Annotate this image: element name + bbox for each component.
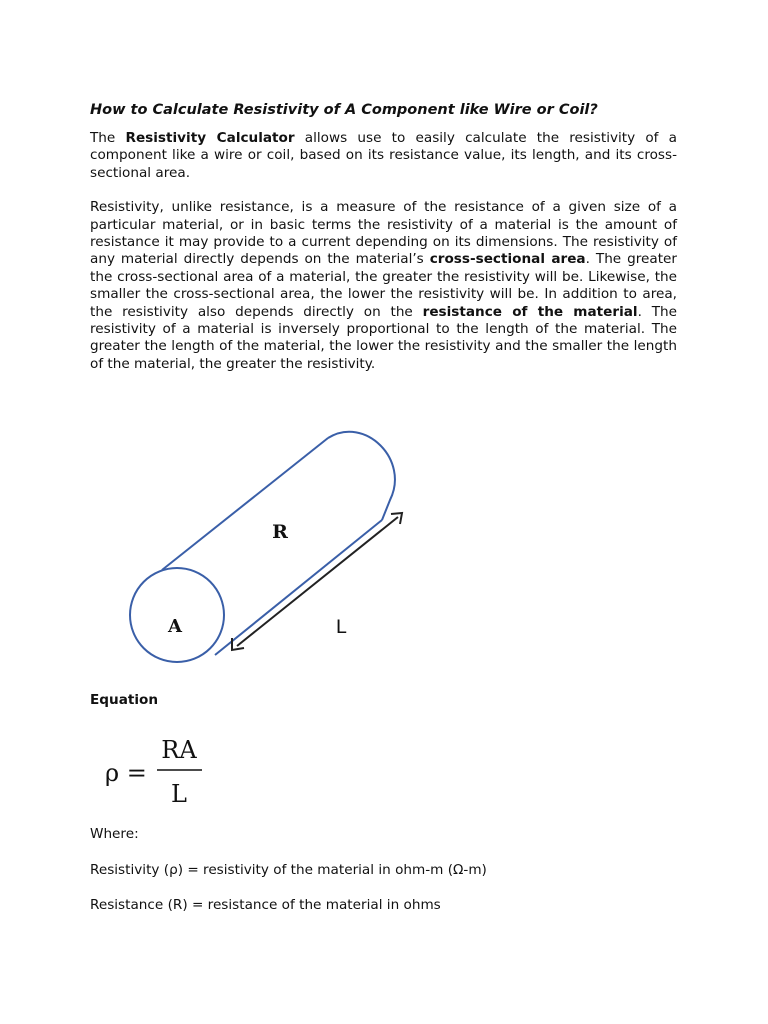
where-label: Where: <box>90 826 139 842</box>
definition-resistivity: Resistivity (ρ) = resistivity of the material in ohm-m (Ω-m) <box>90 862 487 878</box>
body-paragraph <box>90 199 677 373</box>
article-title: How to Calculate Resistivity of A Component like Wire or Coil? <box>90 102 598 118</box>
cylinder-near-cap <box>130 568 224 662</box>
cylinder-top-edge <box>162 438 328 570</box>
definition-resistance: Resistance (R) = resistance of the material in ohms <box>90 897 441 913</box>
equation-numerator: RA <box>161 736 197 764</box>
cylinder-bottom-edge <box>215 520 382 655</box>
body-part-2: . The greater the cross-sectional area of a material, the greater the resistivity will be. Likewise, the smaller the cross-sectional area, the lower the resistivity will be. In addition to area, the resistivity also depends directly on the <box>90 251 678 320</box>
body-part-1: Resistivity, unlike resistance, is a measure of the resistance of a given size of a particular material, or in basic terms the resistivity of a material is the amount of resistance it may provide to a current depending on its dimensions. The resistivity of any material directly depends on the material’s <box>90 199 677 268</box>
cylinder-diagram <box>120 420 420 670</box>
resistivity-equation <box>100 728 220 812</box>
cylinder-far-cap <box>328 432 395 520</box>
intro-prefix: The <box>90 130 126 146</box>
body-bold-resistance: resistance of the material <box>422 303 638 320</box>
equation-lhs: ρ = <box>105 759 147 787</box>
label-r: R <box>272 521 288 543</box>
body-part-3: . The resistivity of a material is inversely proportional to the length of the material. The greater the length of the material, the lower the resistivity and the smaller the length of the material, the greater the resistivity. <box>90 303 677 372</box>
intro-bold-term: Resistivity Calculator <box>125 130 295 146</box>
cylinder-figure <box>120 420 420 670</box>
equation-graphic <box>100 728 220 812</box>
equation-heading: Equation <box>90 692 159 708</box>
label-l: L <box>335 616 347 638</box>
intro-suffix: allows use to easily calculate the resistivity of a component like a wire or coil, based on its resistance value, its length, and its cross-sectional area. <box>90 130 678 181</box>
intro-paragraph <box>90 130 677 182</box>
article <box>90 100 677 390</box>
length-arrow-line <box>237 517 398 646</box>
body-bold-cross-sectional: cross-sectional area <box>429 251 586 268</box>
label-a: A <box>168 616 182 637</box>
equation-denominator: L <box>171 780 187 808</box>
